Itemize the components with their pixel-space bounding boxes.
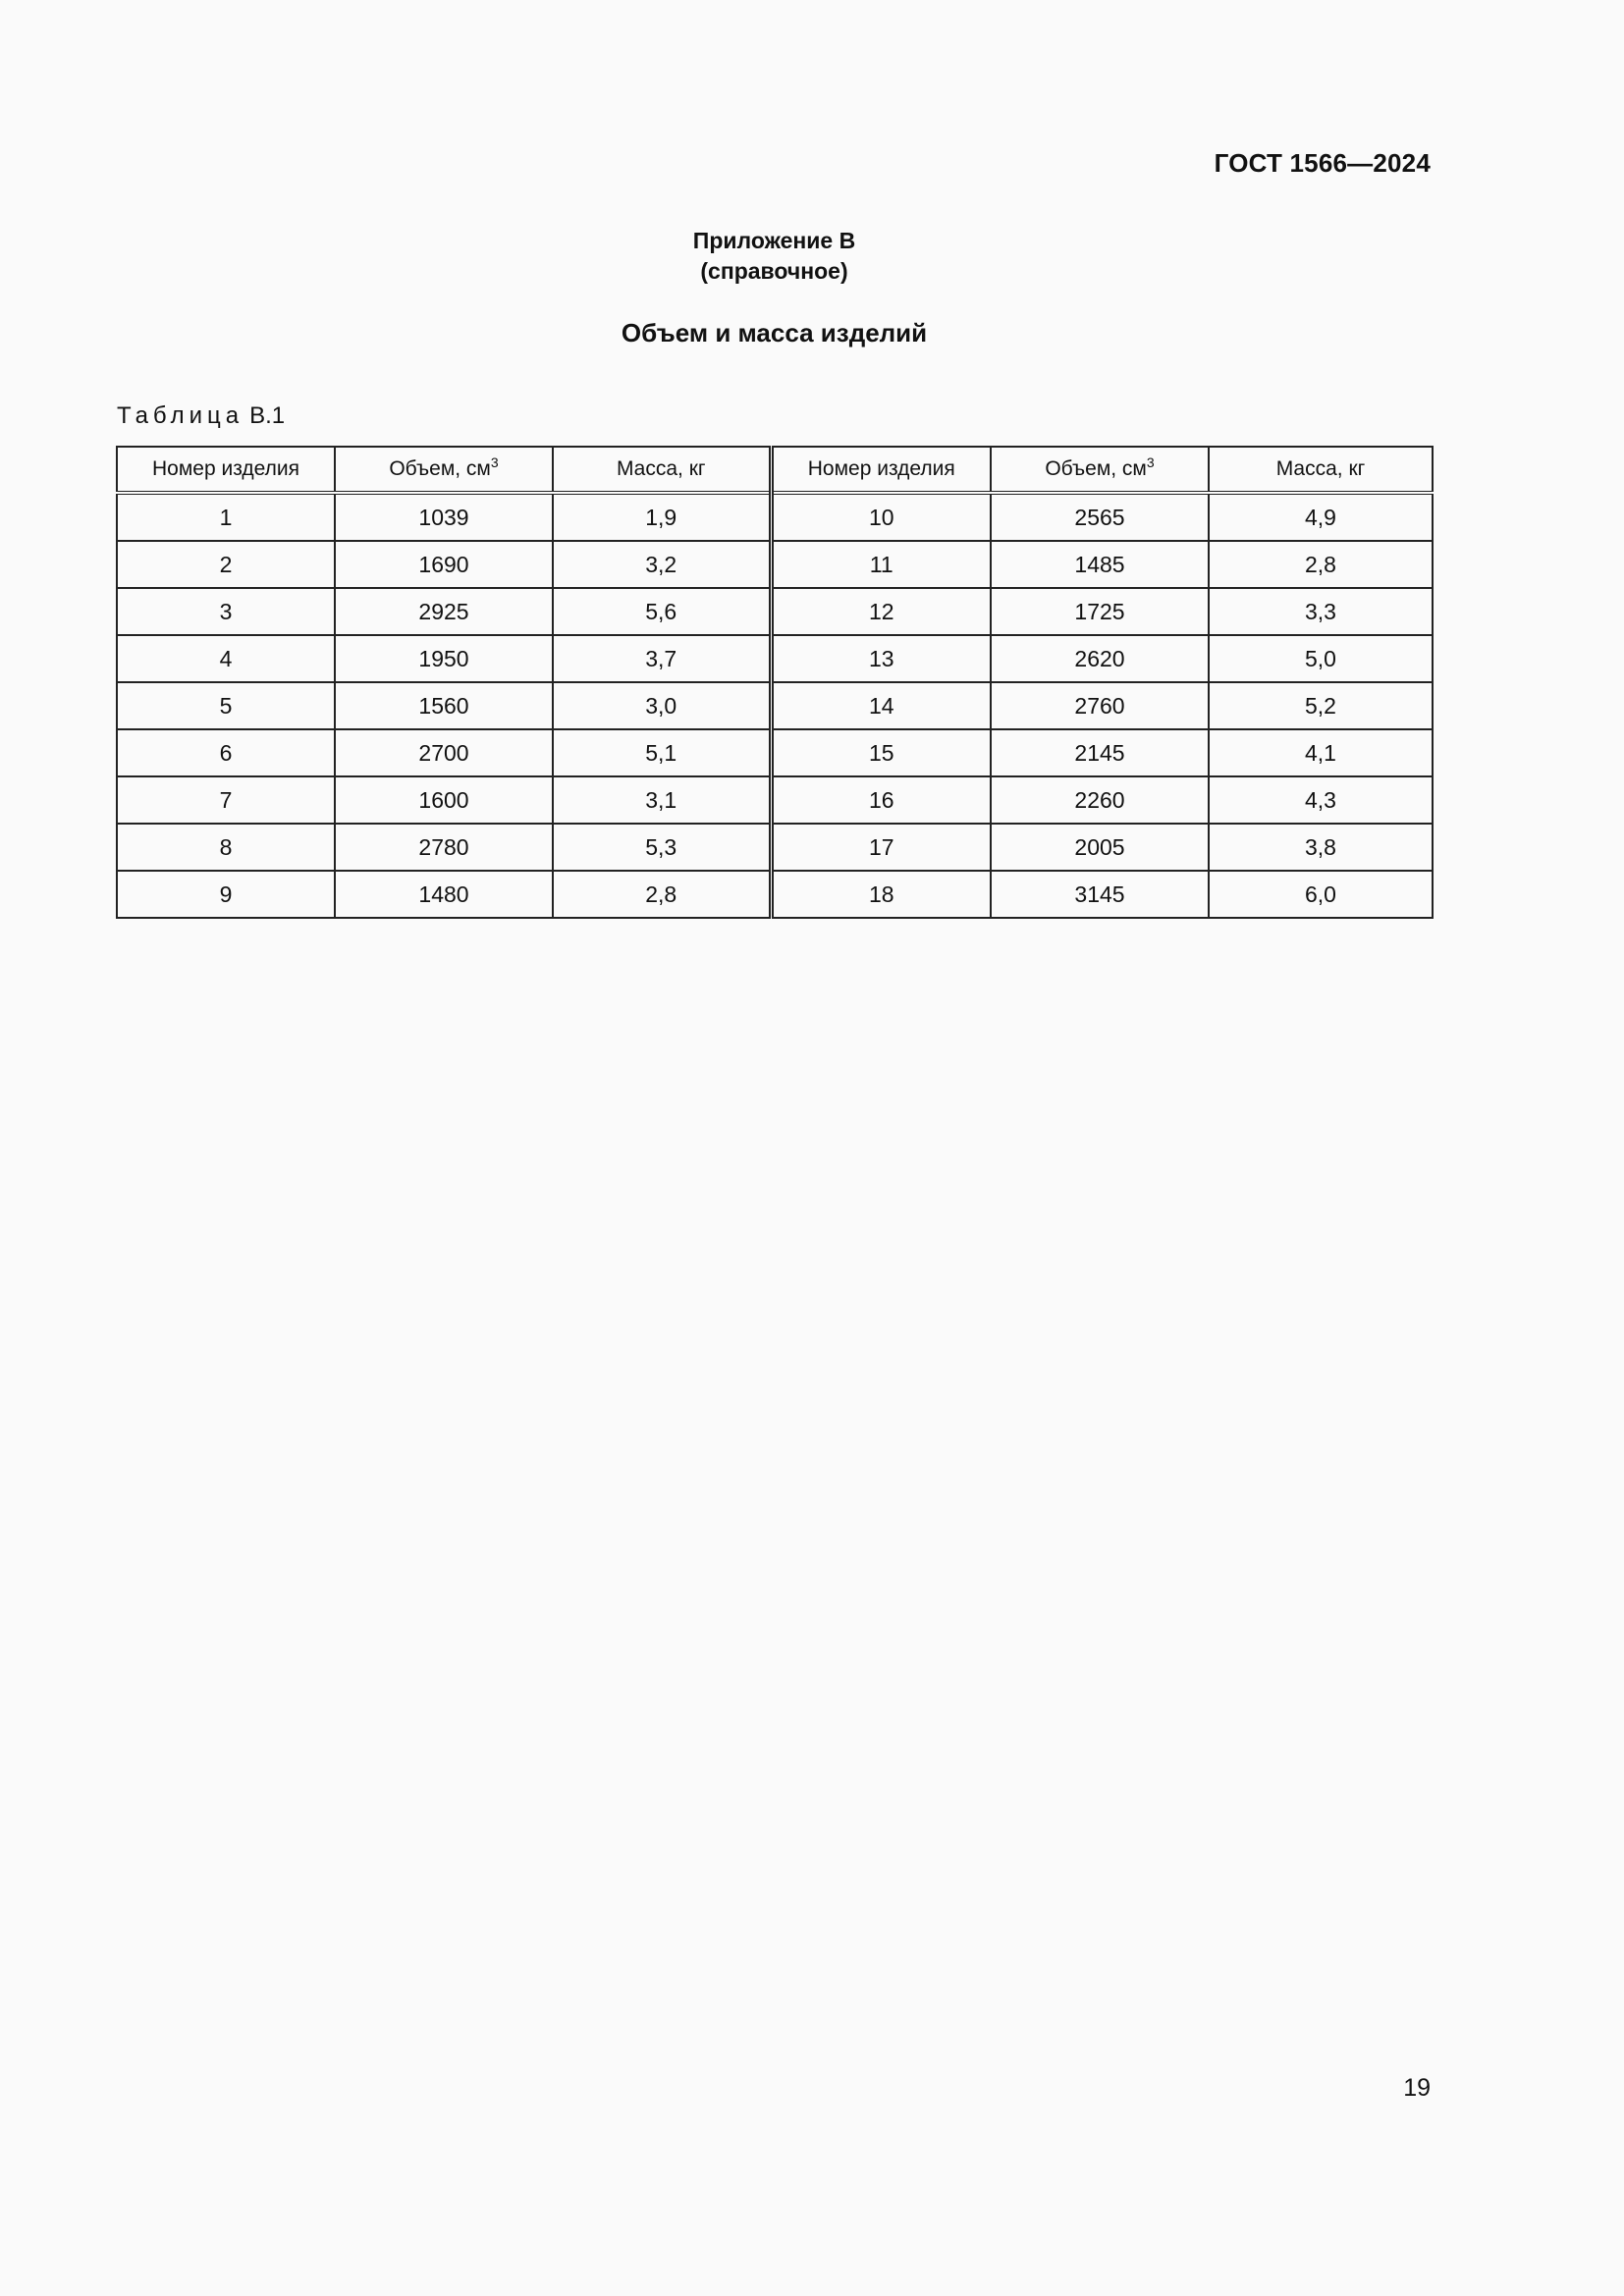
table-row — [117, 541, 1433, 588]
cell-item-number: 10 — [771, 493, 991, 541]
document-code: ГОСТ 1566—2024 — [1214, 148, 1431, 178]
cell-item-number: 8 — [117, 824, 335, 871]
header-item-number: Номер изделия — [117, 447, 335, 493]
table-row — [117, 588, 1433, 635]
table-row — [117, 682, 1433, 729]
table-caption — [117, 402, 285, 430]
cell-mass: 3,1 — [553, 776, 771, 824]
data-table — [116, 446, 1434, 919]
table-row — [117, 729, 1433, 776]
cell-item-number: 1 — [117, 493, 335, 541]
header-volume-label: Объем, см — [1045, 457, 1147, 480]
header-item-number: Номер изделия — [771, 447, 991, 493]
cell-mass: 5,1 — [553, 729, 771, 776]
appendix-title: Приложение В — [692, 228, 856, 253]
table-row — [117, 824, 1433, 871]
cell-item-number: 9 — [117, 871, 335, 918]
cell-item-number: 16 — [771, 776, 991, 824]
cell-volume: 2925 — [335, 588, 553, 635]
cell-mass: 3,3 — [1209, 588, 1433, 635]
table-body — [117, 493, 1433, 918]
appendix-heading — [0, 226, 1548, 287]
cell-item-number: 5 — [117, 682, 335, 729]
cell-volume: 2145 — [991, 729, 1209, 776]
appendix-subtitle: (справочное) — [700, 258, 848, 284]
cell-item-number: 18 — [771, 871, 991, 918]
cell-volume: 1690 — [335, 541, 553, 588]
cell-mass: 5,2 — [1209, 682, 1433, 729]
cell-volume: 1560 — [335, 682, 553, 729]
header-volume-label: Объем, см — [389, 457, 491, 480]
cell-volume: 2700 — [335, 729, 553, 776]
page-number: 19 — [1403, 2074, 1431, 2102]
cell-item-number: 7 — [117, 776, 335, 824]
cell-mass: 5,6 — [553, 588, 771, 635]
cell-item-number: 13 — [771, 635, 991, 682]
cell-mass: 5,3 — [553, 824, 771, 871]
cell-mass: 3,8 — [1209, 824, 1433, 871]
table-caption-word: Таблица — [117, 402, 244, 429]
cell-item-number: 14 — [771, 682, 991, 729]
cell-mass: 4,1 — [1209, 729, 1433, 776]
cell-mass: 2,8 — [1209, 541, 1433, 588]
table-row — [117, 776, 1433, 824]
table-row — [117, 871, 1433, 918]
table-row — [117, 635, 1433, 682]
cell-mass: 6,0 — [1209, 871, 1433, 918]
cell-volume: 1039 — [335, 493, 553, 541]
cell-mass: 3,0 — [553, 682, 771, 729]
header-mass: Масса, кг — [1209, 447, 1433, 493]
cell-mass: 4,3 — [1209, 776, 1433, 824]
cell-volume: 2760 — [991, 682, 1209, 729]
cell-volume: 2005 — [991, 824, 1209, 871]
section-title: Объем и масса изделий — [621, 318, 928, 347]
header-volume — [991, 447, 1209, 493]
header-mass: Масса, кг — [553, 447, 771, 493]
cell-item-number: 15 — [771, 729, 991, 776]
cell-volume: 2260 — [991, 776, 1209, 824]
table-row — [117, 493, 1433, 541]
cell-item-number: 3 — [117, 588, 335, 635]
cell-volume: 1485 — [991, 541, 1209, 588]
cell-item-number: 17 — [771, 824, 991, 871]
cell-volume: 1480 — [335, 871, 553, 918]
cell-item-number: 12 — [771, 588, 991, 635]
cell-mass: 2,8 — [553, 871, 771, 918]
header-volume — [335, 447, 553, 493]
table-caption-number: В.1 — [249, 402, 286, 429]
cell-mass: 4,9 — [1209, 493, 1433, 541]
cell-item-number: 4 — [117, 635, 335, 682]
header-volume-superscript: 3 — [490, 454, 499, 470]
cell-volume: 2780 — [335, 824, 553, 871]
cell-volume: 2565 — [991, 493, 1209, 541]
cell-volume: 1725 — [991, 588, 1209, 635]
cell-volume: 1600 — [335, 776, 553, 824]
cell-item-number: 6 — [117, 729, 335, 776]
cell-mass: 5,0 — [1209, 635, 1433, 682]
table-header-row — [117, 447, 1433, 493]
cell-volume: 1950 — [335, 635, 553, 682]
cell-volume: 3145 — [991, 871, 1209, 918]
cell-volume: 2620 — [991, 635, 1209, 682]
cell-item-number: 2 — [117, 541, 335, 588]
cell-mass: 1,9 — [553, 493, 771, 541]
cell-item-number: 11 — [771, 541, 991, 588]
cell-mass: 3,2 — [553, 541, 771, 588]
cell-mass: 3,7 — [553, 635, 771, 682]
header-volume-superscript: 3 — [1146, 454, 1155, 470]
